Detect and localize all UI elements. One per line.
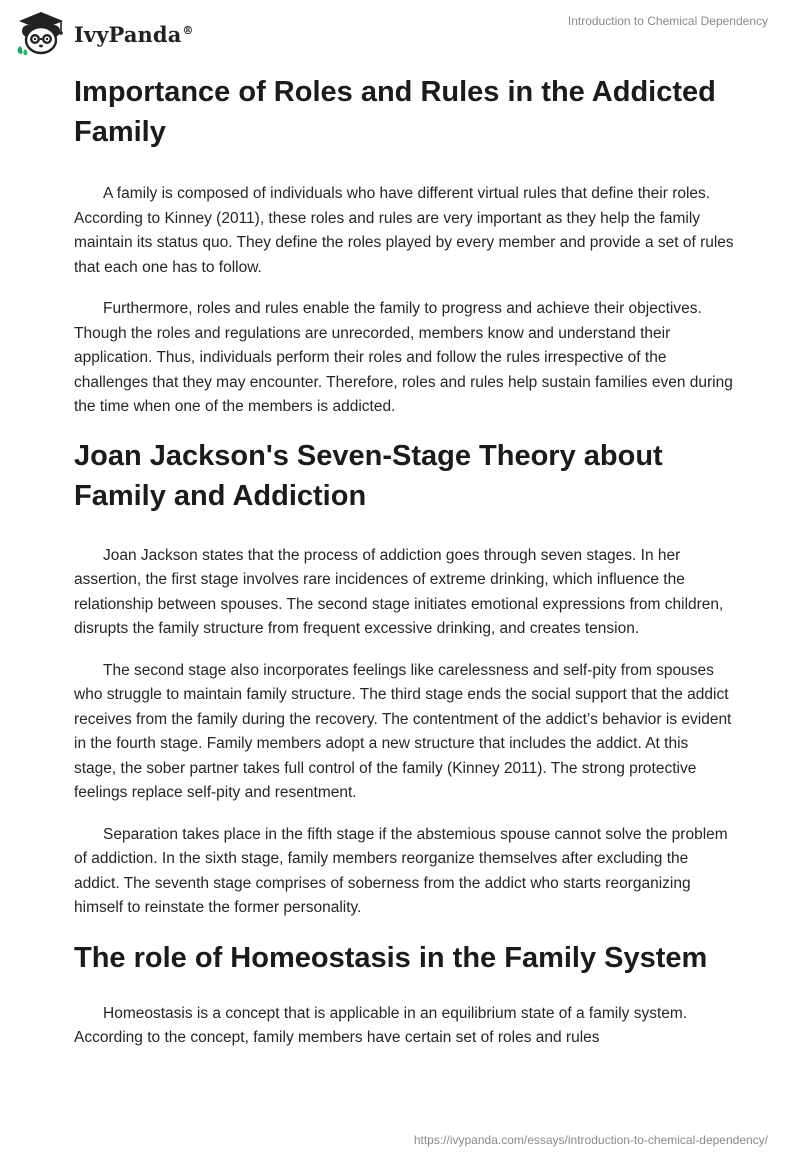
paragraph: Separation takes place in the fifth stage if the abstemious spouse cannot solve the problem of addiction. In the sixth stage, family members reorganize themselves after excluding the addict. The seventh stage comprises of soberness from the addict who starts reorganizing himself to reinstate the former personality. — [74, 825, 728, 916]
paragraph: A family is composed of individuals who have different virtual rules that define their roles. According to Kinney (2011), these roles and rules are very important as they help the family maintain its status quo. They define the roles played by every member and provide a set of rules that each one has to follow. — [74, 185, 734, 276]
paragraph: Homeostasis is a concept that is applicable in an equilibrium state of a family system. According to the concept, family members have certain set of roles and rules — [74, 1004, 688, 1046]
essay-content — [74, 70, 734, 1051]
paragraph: Joan Jackson states that the process of addiction goes through seven stages. In her assertion, the first stage involves rare incidences of extreme drinking, which influence the relationship between spouses. The second stage initiates emotional expressions from children, disrupts the family structure from frequent excessive drinking, and creates tension. — [74, 546, 724, 637]
section-heading: Joan Jackson's Seven-Stage Theory about Family and Addiction — [74, 439, 663, 512]
logo-wordmark: IvyPanda® — [74, 21, 194, 47]
paragraph: Furthermore, roles and rules enable the family to progress and achieve their objectives. Though the roles and regulations are unrecorded, members know and understand their application. Thus, individuals perform their roles and follow the rules irrespective of the challenges that they may encounter. Therefore, roles and rules help sustain families even during the time when one of the members is addicted. — [74, 300, 733, 415]
source-url[interactable]: https://ivypanda.com/essays/introduction-to-chemical-dependency/ — [413, 1133, 768, 1147]
section-heading: Importance of Roles and Rules in the Addicted Family — [74, 76, 716, 148]
panda-logo-icon — [14, 10, 68, 56]
document-title: Introduction to Chemical Dependency — [567, 14, 768, 28]
section-heading: The role of Homeostasis in the Family System — [74, 941, 708, 974]
paragraph: The second stage also incorporates feelings like carelessness and self-pity from spouses who struggle to maintain family structure. The third stage ends the social support that the addict receives from the family during the recovery. The contentment of the addict’s behavior is evident in the fourth stage. Family members adopt a new structure that includes the addict. At this stage, the sober partner takes full control of the family (Kinney 2011). The strong protective feelings replace self-pity and resentment. — [74, 661, 732, 801]
page-header — [0, 0, 800, 62]
ivypanda-logo[interactable] — [14, 10, 194, 56]
